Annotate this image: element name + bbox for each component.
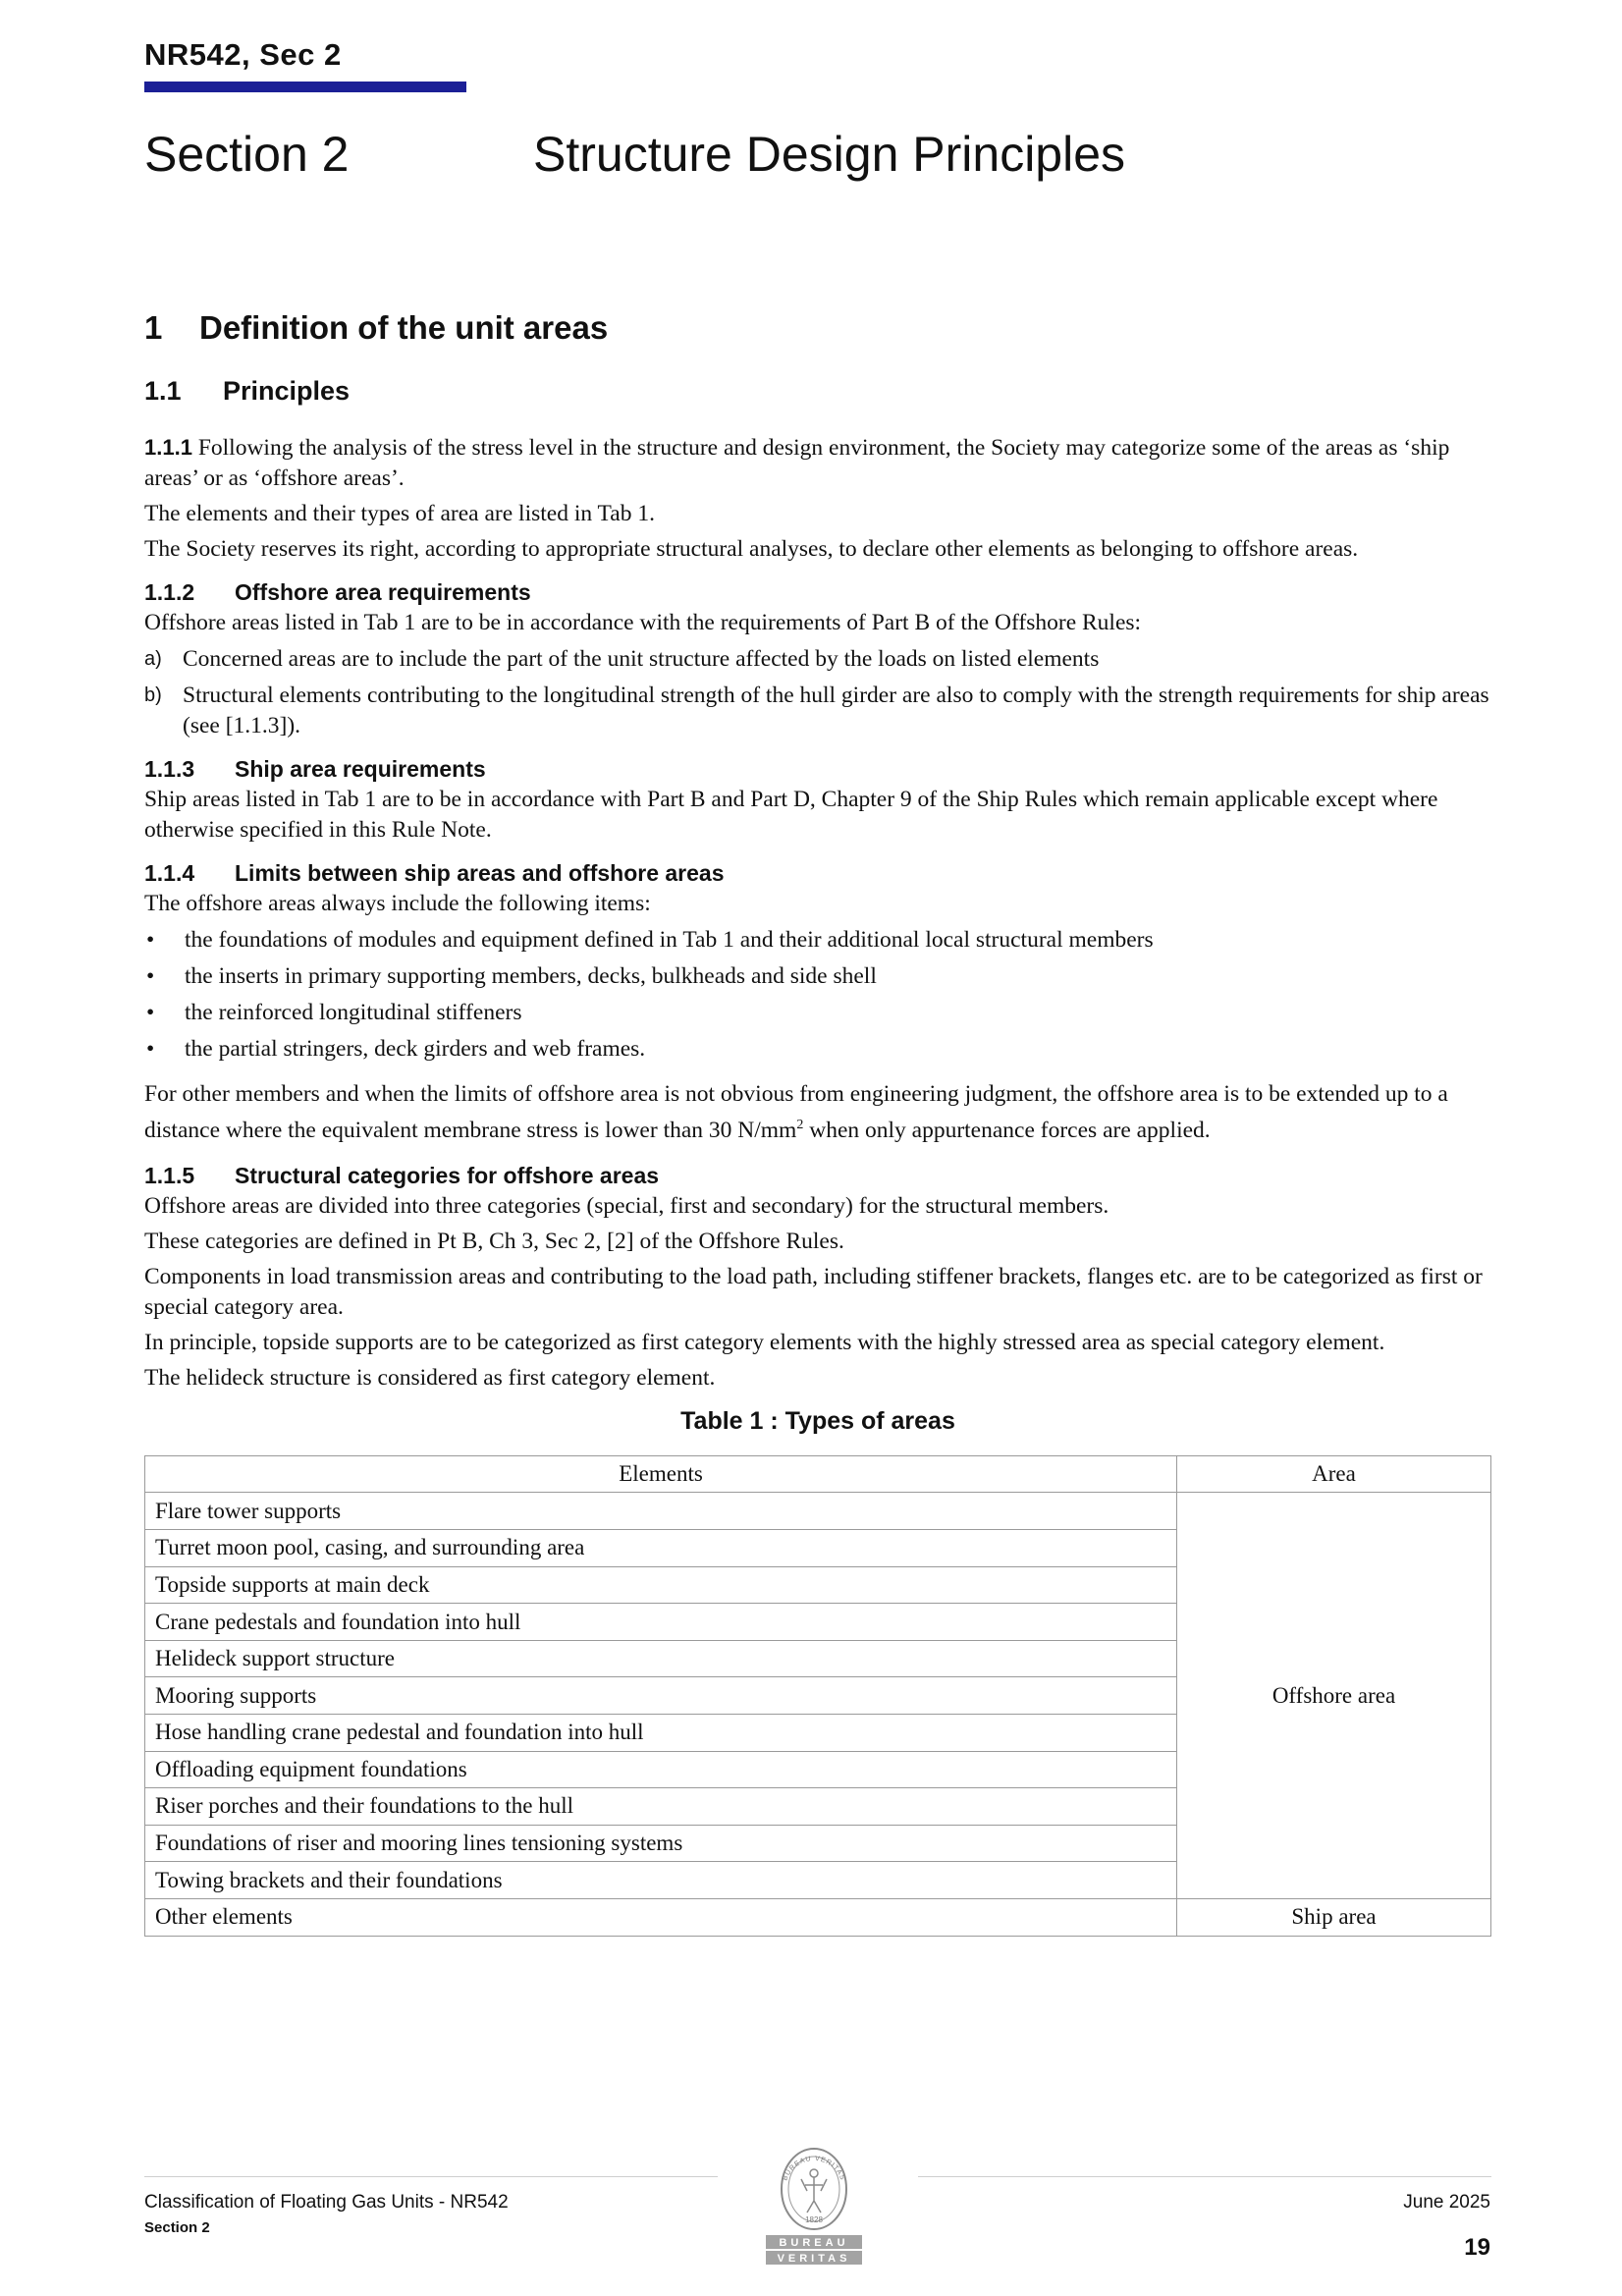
list-item <box>144 681 1491 741</box>
table-caption: Table 1 : Types of areas <box>680 1406 955 1435</box>
bureau-veritas-logo <box>764 2144 864 2271</box>
bullet-item <box>144 925 1491 956</box>
logo-seal-icon <box>764 2144 864 2271</box>
element-cell: Topside supports at main deck <box>145 1566 1177 1604</box>
paragraph: The elements and their types of area are listed in Tab 1. <box>144 501 655 526</box>
paragraph-text: Following the analysis of the stress level in the structure and design environment, the Society may categorize some of the areas as ‘ship areas’ or as ‘offshore areas’. <box>144 435 1450 491</box>
heading-1-1-title: Principles <box>223 376 351 406</box>
element-cell: Riser porches and their foundations to the hull <box>145 1788 1177 1826</box>
element-cell: Foundations of riser and mooring lines tensioning systems <box>145 1825 1177 1862</box>
heading-1-1-5 <box>144 1161 1491 1191</box>
paragraph <box>144 1079 1491 1146</box>
element-cell: Mooring supports <box>145 1677 1177 1715</box>
paragraph: These categories are defined in Pt B, Ch 3, Sec 2, [2] of the Offshore Rules. <box>144 1228 844 1254</box>
heading-1-1 <box>144 376 1491 407</box>
element-cell: Helideck support structure <box>145 1640 1177 1677</box>
clause-title: Ship area requirements <box>235 756 486 782</box>
paragraph: The Society reserves its right, according to appropriate structural analyses, to declare other elements as belonging to offshore areas. <box>144 536 1359 562</box>
clause-number: 1.1.1 <box>144 435 192 460</box>
table-header-row <box>145 1455 1491 1493</box>
heading-1-1-number: 1.1 <box>144 376 182 406</box>
section-label: Section 2 <box>144 127 350 182</box>
bullet-item <box>144 1034 1491 1065</box>
list-item <box>144 644 1491 675</box>
element-cell: Crane pedestals and foundation into hull <box>145 1604 1177 1641</box>
table-row <box>145 1493 1491 1530</box>
table-row <box>145 1898 1491 1936</box>
document-code: NR542, Sec 2 <box>144 37 342 72</box>
bullet-text: the inserts in primary supporting members, decks, bulkheads and side shell <box>185 963 877 989</box>
list-marker: a) <box>144 648 162 670</box>
bullet-item <box>144 961 1491 992</box>
paragraph: Components in load transmission areas and contributing to the load path, including stiffener brackets, flanges etc. are to be categorized as first or special category area. <box>144 1263 1483 1320</box>
types-of-areas-table <box>144 1455 1491 1937</box>
paragraph: The helideck structure is considered as first category element. <box>144 1364 716 1391</box>
heading-1-title: Definition of the unit areas <box>199 309 609 346</box>
bullet-text: the partial stringers, deck girders and web frames. <box>185 1036 646 1062</box>
section-title: Structure Design Principles <box>533 127 1126 182</box>
footer-divider-right <box>918 2176 1491 2177</box>
paragraph: In principle, topside supports are to be categorized as first category elements with the highly stressed area as special category element. <box>144 1329 1385 1355</box>
paragraph-1-1-1 <box>144 432 1491 494</box>
clause-number: 1.1.4 <box>144 860 195 886</box>
footer-divider-left <box>144 2176 718 2177</box>
column-header-elements: Elements <box>145 1455 1177 1493</box>
heading-1 <box>144 309 1491 347</box>
clause-number: 1.1.2 <box>144 579 195 605</box>
clause-title: Structural categories for offshore areas <box>235 1162 660 1188</box>
bullet-icon: • <box>146 963 155 989</box>
paragraph-text: when only appurtenance forces are applied. <box>803 1117 1211 1143</box>
element-cell: Hose handling crane pedestal and foundation into hull <box>145 1714 1177 1751</box>
element-cell: Turret moon pool, casing, and surrounding area <box>145 1530 1177 1567</box>
logo-year: 1828 <box>805 2215 823 2224</box>
paragraph-text: For other members and when the limits of offshore area is not obvious from engineering judgment, the offshore area is to be extended up to a distance where the equivalent membrane stress is lower than 30 N/mm <box>144 1081 1448 1143</box>
footer-section: Section 2 <box>144 2219 210 2236</box>
header-accent-bar <box>144 82 466 92</box>
heading-1-1-2 <box>144 577 1491 608</box>
bullet-icon: • <box>146 1000 155 1025</box>
bullet-item <box>144 998 1491 1028</box>
offshore-area-cell: Offshore area <box>1177 1493 1491 1899</box>
list-text: Structural elements contributing to the longitudinal strength of the hull girder are also to comply with the strength requirements for ship areas (see [1.1.3]). <box>183 683 1489 738</box>
element-cell: Flare tower supports <box>145 1493 1177 1530</box>
paragraph: Offshore areas listed in Tab 1 are to be in accordance with the requirements of Part B of the Offshore Rules: <box>144 610 1142 635</box>
bullet-text: the foundations of modules and equipment defined in Tab 1 and their additional local structural members <box>185 927 1154 953</box>
clause-number: 1.1.5 <box>144 1162 195 1188</box>
list-marker: b) <box>144 684 162 706</box>
footer-document-title: Classification of Floating Gas Units - NR542 <box>144 2192 509 2213</box>
bullet-icon: • <box>146 927 155 953</box>
list-text: Concerned areas are to include the part of the unit structure affected by the loads on listed elements <box>183 646 1100 672</box>
main-content <box>144 309 1491 1937</box>
column-header-area: Area <box>1177 1455 1491 1493</box>
superscript: 2 <box>796 1118 804 1132</box>
page-number: 19 <box>1464 2234 1490 2261</box>
bullet-text: the reinforced longitudinal stiffeners <box>185 1000 522 1025</box>
ship-area-cell: Ship area <box>1177 1898 1491 1936</box>
heading-1-1-4 <box>144 858 1491 889</box>
footer-date: June 2025 <box>1403 2192 1490 2213</box>
element-cell: Towing brackets and their foundations <box>145 1862 1177 1899</box>
paragraph: Offshore areas are divided into three categories (special, first and secondary) for the structural members. <box>144 1192 1109 1219</box>
paragraph: The offshore areas always include the following items: <box>144 891 651 916</box>
clause-number: 1.1.3 <box>144 756 195 782</box>
heading-1-number: 1 <box>144 309 163 346</box>
logo-word-bureau: BUREAU <box>779 2237 849 2249</box>
logo-ring-text: BUREAU VERITAS <box>782 2155 846 2182</box>
heading-1-1-3 <box>144 754 1491 785</box>
element-cell: Offloading equipment foundations <box>145 1751 1177 1788</box>
clause-title: Limits between ship areas and offshore areas <box>235 860 725 886</box>
element-cell: Other elements <box>145 1898 1177 1936</box>
paragraph: Ship areas listed in Tab 1 are to be in accordance with Part B and Part D, Chapter 9 of the Ship Rules which remain applicable except where otherwise specified in this Rule Note. <box>144 787 1438 843</box>
clause-title: Offshore area requirements <box>235 579 531 605</box>
logo-word-veritas: VERITAS <box>777 2253 851 2265</box>
bullet-icon: • <box>146 1036 155 1062</box>
